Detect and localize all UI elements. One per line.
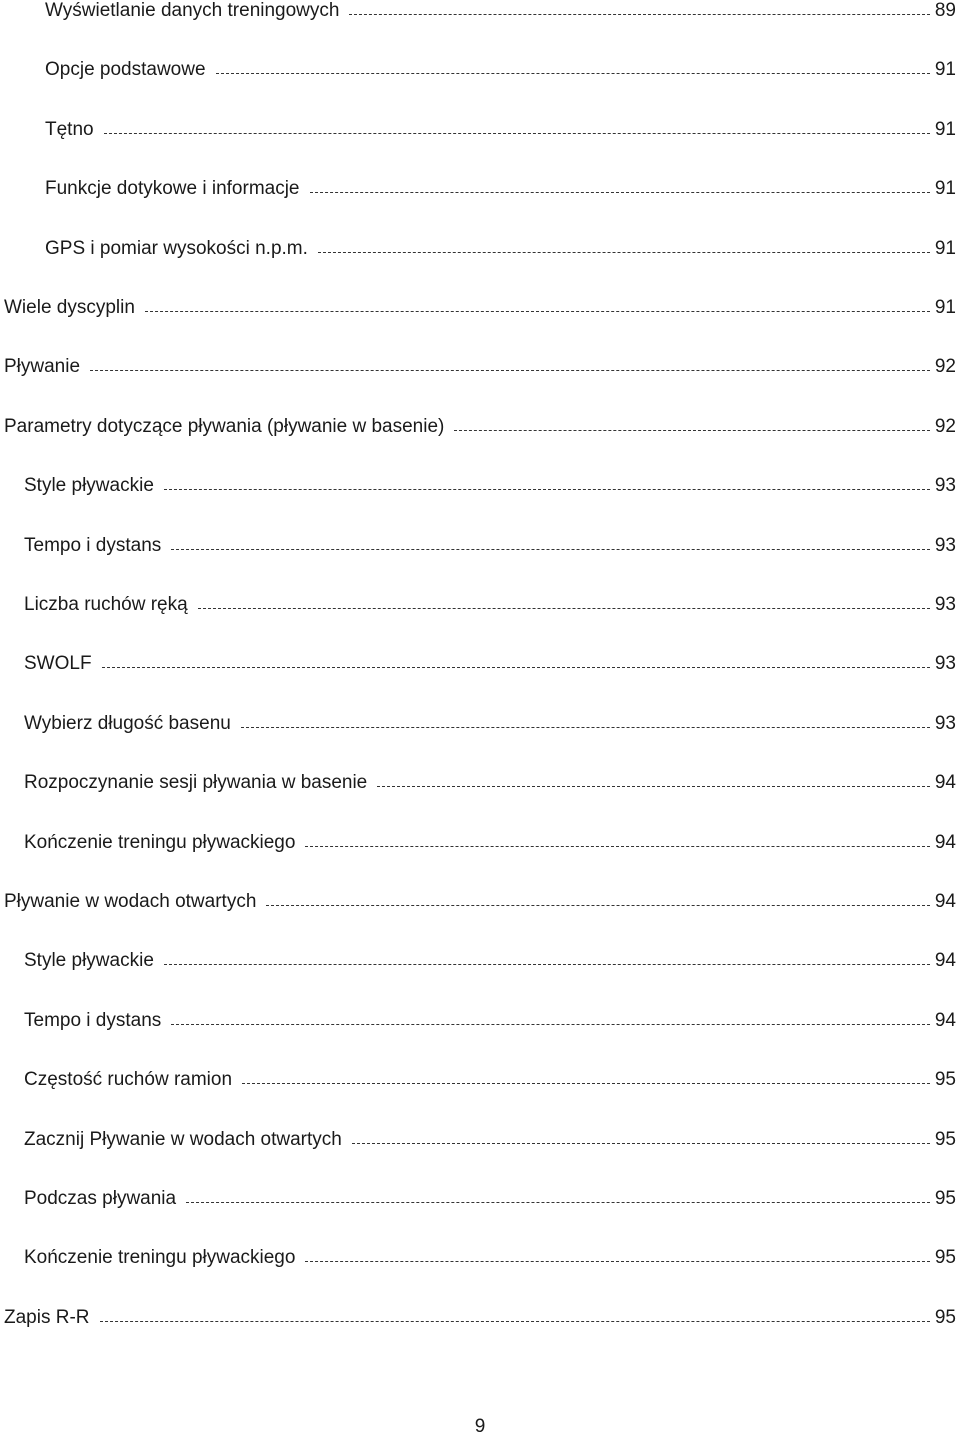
toc-entry-leader (104, 133, 930, 134)
toc-entry[interactable] (0, 1188, 960, 1218)
toc-entry-page: 89 (934, 0, 956, 21)
toc-entry[interactable] (0, 832, 960, 862)
toc-entry-leader (266, 905, 930, 906)
toc-entry-page: 94 (934, 1009, 956, 1031)
toc-entry-leader (377, 786, 930, 787)
toc-entry-leader (164, 964, 930, 965)
toc-entry[interactable] (0, 119, 960, 149)
toc-entry-page: 95 (934, 1188, 956, 1209)
toc-entry-title: Podczas pływania (24, 1188, 184, 1210)
toc-entry[interactable] (0, 653, 960, 683)
toc-entry-page: 94 (934, 772, 956, 794)
toc-entry-leader (352, 1143, 930, 1144)
toc-entry[interactable] (0, 178, 960, 208)
toc-entry-title: Tempo i dystans (24, 1010, 169, 1032)
toc-entry-title: Pływanie w wodach otwartych (4, 891, 264, 913)
toc-entry[interactable] (0, 772, 960, 802)
toc-entry-page: 91 (934, 118, 956, 140)
toc-entry-title: Zapis R-R (4, 1307, 98, 1329)
toc-entry-title: Funkcje dotykowe i informacje (45, 178, 308, 200)
toc-entry-title: Tempo i dystans (24, 535, 169, 557)
toc-entry-title: GPS i pomiar wysokości n.p.m. (45, 238, 316, 260)
toc-entry-leader (241, 727, 930, 728)
toc-entry-title: Pływanie (4, 356, 88, 378)
toc-entry-title: Style pływackie (24, 950, 162, 972)
toc-entry-page: 92 (934, 356, 956, 378)
toc-entry[interactable] (0, 59, 960, 89)
toc-entry-page: 95 (934, 1306, 956, 1328)
toc-entry-page: 91 (934, 59, 956, 81)
toc-entry-leader (90, 370, 930, 371)
toc-entry-page: 94 (934, 950, 956, 972)
toc-entry-leader (305, 846, 930, 847)
toc-entry-leader (216, 73, 930, 74)
toc-entry-page: 91 (934, 297, 956, 318)
toc-entry-leader (100, 1321, 930, 1322)
toc-entry-leader (198, 608, 930, 609)
toc-entry-page: 95 (934, 1128, 956, 1150)
toc-entry-title: Kończenie treningu pływackiego (24, 832, 303, 854)
toc-entry[interactable] (0, 238, 960, 268)
toc-entry-page: 94 (934, 891, 956, 912)
toc-entry[interactable] (0, 356, 960, 386)
toc-entry-page: 93 (934, 594, 956, 615)
toc-entry-title: Parametry dotyczące pływania (pływanie w basenie) (4, 416, 452, 438)
toc-entry[interactable] (0, 950, 960, 980)
toc-entry-title: Wiele dyscyplin (4, 297, 143, 319)
toc-entry-leader (145, 311, 930, 312)
toc-entry-page: 91 (934, 237, 956, 259)
page-number: 9 (474, 1416, 486, 1437)
toc-entry-leader (164, 489, 930, 490)
toc-entry-title: SWOLF (24, 653, 100, 675)
toc-entry-title: Zacznij Pływanie w wodach otwartych (24, 1129, 350, 1151)
toc-entry-title: Rozpoczynanie sesji pływania w basenie (24, 772, 375, 794)
toc-entry[interactable] (0, 1247, 960, 1277)
toc-entry-page: 91 (934, 178, 956, 200)
toc-entry-leader (186, 1202, 930, 1203)
toc-entry-leader (310, 192, 930, 193)
toc-entry-leader (171, 1024, 930, 1025)
toc-entry[interactable] (0, 0, 960, 30)
toc-entry-title: Opcje podstawowe (45, 59, 214, 81)
toc-entry-page: 93 (934, 712, 956, 734)
toc-entry[interactable] (0, 475, 960, 505)
toc-entry[interactable] (0, 1307, 960, 1337)
toc-entry-page: 92 (934, 415, 956, 437)
toc-entry-page: 93 (934, 534, 956, 556)
toc-entry-title: Tętno (45, 119, 102, 141)
toc-entry[interactable] (0, 535, 960, 565)
toc-entry[interactable] (0, 1010, 960, 1040)
toc-entry-title: Style pływackie (24, 475, 162, 497)
toc-entry[interactable] (0, 1129, 960, 1159)
toc-entry[interactable] (0, 891, 960, 921)
toc-entry-title: Liczba ruchów ręką (24, 594, 196, 616)
toc-entry-leader (454, 430, 930, 431)
toc-entry[interactable] (0, 594, 960, 624)
toc-entry-page: 93 (934, 653, 956, 675)
toc-entry-title: Częstość ruchów ramion (24, 1069, 240, 1091)
toc-entry-page: 94 (934, 831, 956, 853)
toc-entry-leader (349, 14, 930, 15)
toc-entry[interactable] (0, 1069, 960, 1099)
toc-entry-title: Wybierz długość basenu (24, 713, 239, 735)
toc-entry-leader (102, 667, 930, 668)
toc-entry-leader (171, 549, 930, 550)
toc-entry-title: Wyświetlanie danych treningowych (45, 0, 347, 22)
toc-entry[interactable] (0, 297, 960, 327)
toc-entry-leader (242, 1083, 930, 1084)
toc-entry[interactable] (0, 416, 960, 446)
toc-entry-page: 95 (934, 1247, 956, 1269)
toc-entry-page: 93 (934, 475, 956, 497)
toc-entry[interactable] (0, 713, 960, 743)
toc-entry-leader (318, 252, 930, 253)
toc-entry-leader (305, 1261, 930, 1262)
toc-entry-title: Kończenie treningu pływackiego (24, 1247, 303, 1269)
toc-entry-page: 95 (934, 1069, 956, 1091)
